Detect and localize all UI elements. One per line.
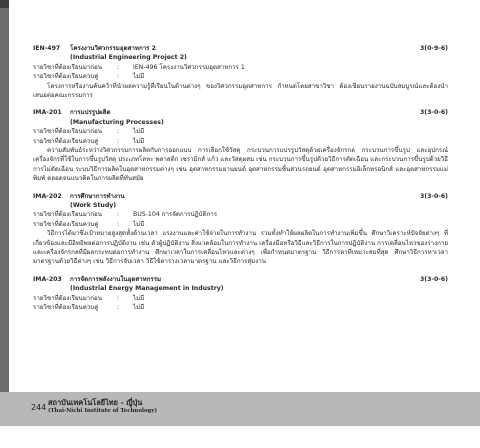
prerequisite-row — [33, 127, 448, 136]
course-description: ความสัมพันธ์ระหว่างวิศวกรรมการผลิตกับการออกแบบ การเลือกใช้วัสดุ กระบวนการแปรรูปวัสดุด้วยเครื่องจักรกล กระบวนการขึ้นรูป และอุปกรณ์เครื่องจักรที่ใช้ในการขึ้นรูปวัสดุ ประเภทโลหะ พลาสติก เซรามิกส์ แก้ว และวัสดุผสม เช่น กระบวนการขึ้นรูปด้วยวิธีการตัดเฉือน และกระบวนการขึ้นรูปด้วยวิธีการไม่ตัดเฉือน ระบบวิธีการผลิตในอุตสาหกรรมต่างๆ เช่น อุตสาหกรรมยานยนต์ อุตสาหกรรมชิ้นส่วนรถยนต์ อุตสาหกรรมอิเล็กทรอนิกส์ และอุตสาหกรรมแม่พิมพ์ ตลอดจนแนวคิดในการผลิตที่ทันสมัย — [33, 146, 448, 183]
page-number: 244 — [31, 403, 47, 412]
corequisite-row — [33, 303, 448, 312]
course-description: วิธีการได้มาซึ่งเป้าหมายสูงสุดทั้งด้านเวลา แรงงานและค่าใช้จ่ายในการทำงาน รวมทั้งทำให้ผลผลิตในการทำงานเพิ่มขึ้น ศึกษาวิเคราะห์ปัจจัยต่างๆ ที่เกี่ยวข้องและมีอิทธิพลต่อการปฏิบัติงาน เช่น ตัวผู้ปฏิบัติงาน สิ่งแวดล้อมในการทำงาน เครื่องมือหรือวิธีและวิธีการในการปฏิบัติงาน การเคลื่อนไหวของร่างกายและเครื่องจักรกลที่มีผลกระทบต่อการทำงาน ศึกษาเวลาในการเคลื่อนไหวและต่างๆ เพื่อกำหนดมาตรฐาน วิธีการหาที่เหมาะสมที่สุด ศึกษาวิธีการหาเวลามาตรฐานด้วยวิธีต่างๆ เช่น วิธีการจับเวลา วิธีใช้ตารางเวลามาตรฐาน และวิธีการสุ่มงาน — [33, 230, 448, 266]
course-code: IMA-202 — [33, 192, 62, 200]
prerequisite-row — [33, 210, 448, 219]
colon: : — [117, 220, 120, 228]
corequisite-value: ไม่มี — [133, 220, 145, 228]
course-ima-201 — [33, 108, 448, 183]
prerequisite-row — [33, 63, 448, 72]
prerequisite-label: รายวิชาที่ต้องเรียนมาก่อน — [33, 211, 102, 219]
course-list — [33, 44, 448, 320]
course-header — [33, 275, 448, 284]
colon: : — [117, 294, 120, 302]
course-title-en: (Work Study) — [70, 201, 117, 209]
institute-name-th: สถาบันเทคโนโลยีไทย - ญี่ปุ่น — [48, 398, 143, 407]
colon: : — [117, 73, 120, 81]
prerequisite-value: BUS-104 การจัดการปฏิบัติการ — [133, 211, 218, 219]
side-tab — [0, 0, 9, 448]
colon: : — [117, 137, 120, 145]
corequisite-value: ไม่มี — [133, 303, 145, 311]
course-header — [33, 192, 448, 201]
course-header — [33, 108, 448, 117]
prerequisite-label: รายวิชาที่ต้องเรียนมาก่อน — [33, 294, 102, 302]
corequisite-label: รายวิชาที่ต้องเรียนควบคู่ — [33, 137, 99, 145]
side-tab-top — [0, 0, 9, 8]
course-description: โครงการหรืองานค้นคว้าที่นำผลความรู้ที่เรียนในด้านต่างๆ ของวิศวกรรมอุตสาหการ กำหนดโดยสาขาวิชา ต้องเขียนรายงานฉบับสมบูรณ์และต้องนำเสนอต่อคณะกรรมการ — [33, 82, 448, 99]
corequisite-row — [33, 72, 448, 81]
page-footer — [0, 392, 480, 426]
course-title-th: การแปรรูปผลิต — [70, 109, 111, 117]
course-credits: 3(3-0-6) — [419, 275, 448, 283]
corequisite-label: รายวิชาที่ต้องเรียนควบคู่ — [33, 220, 99, 228]
course-credits: 3(3-0-6) — [419, 109, 448, 117]
corequisite-value: ไม่มี — [133, 137, 145, 145]
prerequisite-value: IEN-496 โครงงานวิศวกรรมอุตสาหการ 1 — [133, 63, 245, 71]
course-code: IMA-201 — [33, 109, 62, 117]
prerequisite-row — [33, 294, 448, 303]
course-title-en: (Industrial Energy Management in Industry) — [70, 285, 224, 293]
course-title-th: การศึกษาการทำงาน — [70, 192, 125, 200]
colon: : — [117, 303, 120, 311]
course-ima-202 — [33, 192, 448, 267]
corequisite-label: รายวิชาที่ต้องเรียนควบคู่ — [33, 303, 99, 311]
prerequisite-value: ไม่มี — [133, 294, 145, 302]
course-title-en: (Manufacturing Processes) — [70, 118, 164, 126]
course-ien-497 — [33, 44, 448, 100]
course-code: IEN-497 — [33, 45, 61, 52]
bottom-margin — [0, 426, 480, 448]
institute-name-en: (Thai-Nichi Institute of Technology) — [48, 408, 158, 414]
colon: : — [117, 63, 120, 71]
colon: : — [117, 128, 120, 136]
course-title-th: การจัดการพลังงานในอุตสาหกรรม — [70, 275, 162, 283]
prerequisite-label: รายวิชาที่ต้องเรียนมาก่อน — [33, 63, 102, 71]
course-ima-203 — [33, 275, 448, 313]
prerequisite-label: รายวิชาที่ต้องเรียนมาก่อน — [33, 128, 102, 136]
course-title-th: โครงงานวิศวกรรมอุตสาหการ 2 — [70, 45, 156, 52]
course-title-en: (Industrial Engineering Project 2) — [70, 54, 187, 62]
corequisite-label: รายวิชาที่ต้องเรียนควบคู่ — [33, 73, 99, 81]
course-credits: 3(3-0-6) — [419, 192, 448, 200]
prerequisite-value: ไม่มี — [133, 128, 145, 136]
colon: : — [117, 211, 120, 219]
course-header — [33, 44, 448, 53]
corequisite-value: ไม่มี — [133, 73, 145, 81]
corequisite-row — [33, 220, 448, 229]
course-credits: 3(0-9-6) — [419, 45, 448, 52]
corequisite-row — [33, 137, 448, 146]
course-code: IMA-203 — [33, 275, 62, 283]
